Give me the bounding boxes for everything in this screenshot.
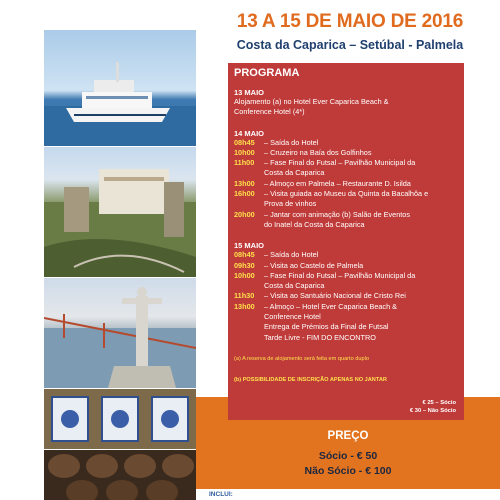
schedule-line — [234, 148, 458, 158]
schedule-text: – Cruzeiro na Baía dos Golfinhos — [264, 147, 372, 157]
note-accommodation: (a) A reserva de alojamento será feita em quarto duplo — [234, 355, 369, 362]
schedule-line — [234, 291, 458, 301]
schedule-time: 10h00 — [234, 270, 255, 280]
schedule-time: 13h00 — [234, 301, 255, 311]
schedule-time: 08h45 — [234, 250, 255, 260]
schedule-line — [234, 302, 458, 312]
schedule-text: – Visita ao Castelo de Palmela — [264, 260, 364, 270]
schedule-text: – Jantar com animação (b) Salão de Eventos — [264, 209, 411, 219]
event-dates-title: 13 A 15 DE MAIO DE 2016 — [236, 11, 464, 32]
schedule-text: Conference Hotel (4*) — [234, 107, 305, 117]
schedule-line — [234, 220, 458, 230]
schedule-text: Alojamento (a) no Hotel Ever Caparica Beach & — [234, 97, 389, 106]
schedule-time: 10h00 — [234, 147, 255, 157]
schedule-line — [234, 138, 458, 148]
schedule-line — [234, 168, 458, 178]
schedule-time: 09h30 — [234, 260, 255, 270]
schedule-line — [234, 97, 458, 107]
day-label-14-maio: 14 MAIO — [234, 128, 265, 138]
schedule-text: – Fase Final do Futsal – Pavilhão Municipal da — [264, 158, 416, 168]
schedule-text: – Visita ao Santuário Nacional de Cristo Rei — [264, 291, 406, 301]
price-socio: Sócio - € 50 — [318, 450, 378, 462]
schedule-time: 20h00 — [234, 209, 255, 219]
schedule-text: Costa da Caparica — [264, 281, 325, 291]
dinner-price-socio: € 25 – Sócio — [422, 400, 456, 406]
schedule-line — [234, 179, 458, 189]
schedule-text: Prova de vinhos — [264, 199, 317, 209]
price-nao-socio: Não Sócio - € 100 — [304, 465, 392, 477]
schedule-text: Entrega de Prémios da Final de Futsal — [264, 322, 389, 332]
schedule-line — [234, 189, 458, 199]
schedule-line — [234, 107, 458, 117]
schedule-text: Conference Hotel — [264, 312, 321, 322]
schedule-text: – Fase Final do Futsal – Pavilhão Municipal da — [264, 270, 416, 280]
schedule-text: – Saída do Hotel — [264, 250, 319, 260]
schedule-line — [234, 312, 458, 322]
schedule-line — [234, 261, 458, 271]
photo-ferry-boat — [44, 30, 196, 146]
schedule-text: – Almoço – Hotel Ever Caparica Beach & — [264, 301, 398, 311]
schedule-time: 13h00 — [234, 178, 255, 188]
price-heading: PREÇO — [327, 430, 369, 442]
schedule-text: do Inatel da Costa da Caparica — [264, 219, 365, 229]
schedule-text: Tarde Livre - FIM DO ENCONTRO — [264, 332, 376, 342]
schedule-line — [234, 158, 458, 168]
schedule-time: 16h00 — [234, 189, 255, 199]
program-panel — [228, 63, 464, 420]
schedule-time: 11h30 — [234, 291, 255, 301]
schedule-line — [234, 333, 458, 343]
photo-wine-barrels — [44, 450, 196, 500]
schedule-time: 08h45 — [234, 137, 255, 147]
day-label-15-maio: 15 MAIO — [234, 241, 265, 251]
schedule-text: Costa da Caparica — [264, 168, 325, 178]
photo-cristo-rei — [44, 278, 196, 388]
program-heading: PROGRAMA — [234, 67, 300, 79]
schedule-line — [234, 322, 458, 332]
schedule-line — [234, 271, 458, 281]
schedule-line — [234, 210, 458, 220]
schedule-time: 11h00 — [234, 158, 255, 168]
schedule-line — [234, 250, 458, 260]
dinner-price-nao-socio: € 30 – Não Sócio — [409, 408, 456, 414]
schedule-text: – Visita guiada ao Museu da Quinta da Bacalhôa e — [264, 189, 429, 199]
includes-label: INCLUI: — [209, 491, 233, 498]
schedule-line — [234, 199, 458, 209]
day-label-13-maio: 13 MAIO — [234, 88, 265, 97]
dinner-prices — [410, 399, 456, 415]
photo-palmela-castle — [44, 147, 196, 277]
locations-subtitle: Costa da Caparica – Setúbal - Palmela — [236, 38, 464, 52]
schedule-line — [234, 281, 458, 291]
schedule-text: – Almoço em Palmela – Restaurante D. Isilda — [264, 178, 411, 188]
schedule-text: – Saída do Hotel — [264, 137, 319, 147]
photo-azulejo-tiles — [44, 389, 196, 449]
photo-column — [44, 30, 196, 500]
note-dinner-only: (b) POSSIBILIDADE DE INSCRIÇÃO APENAS NO JANTAR — [234, 376, 387, 383]
